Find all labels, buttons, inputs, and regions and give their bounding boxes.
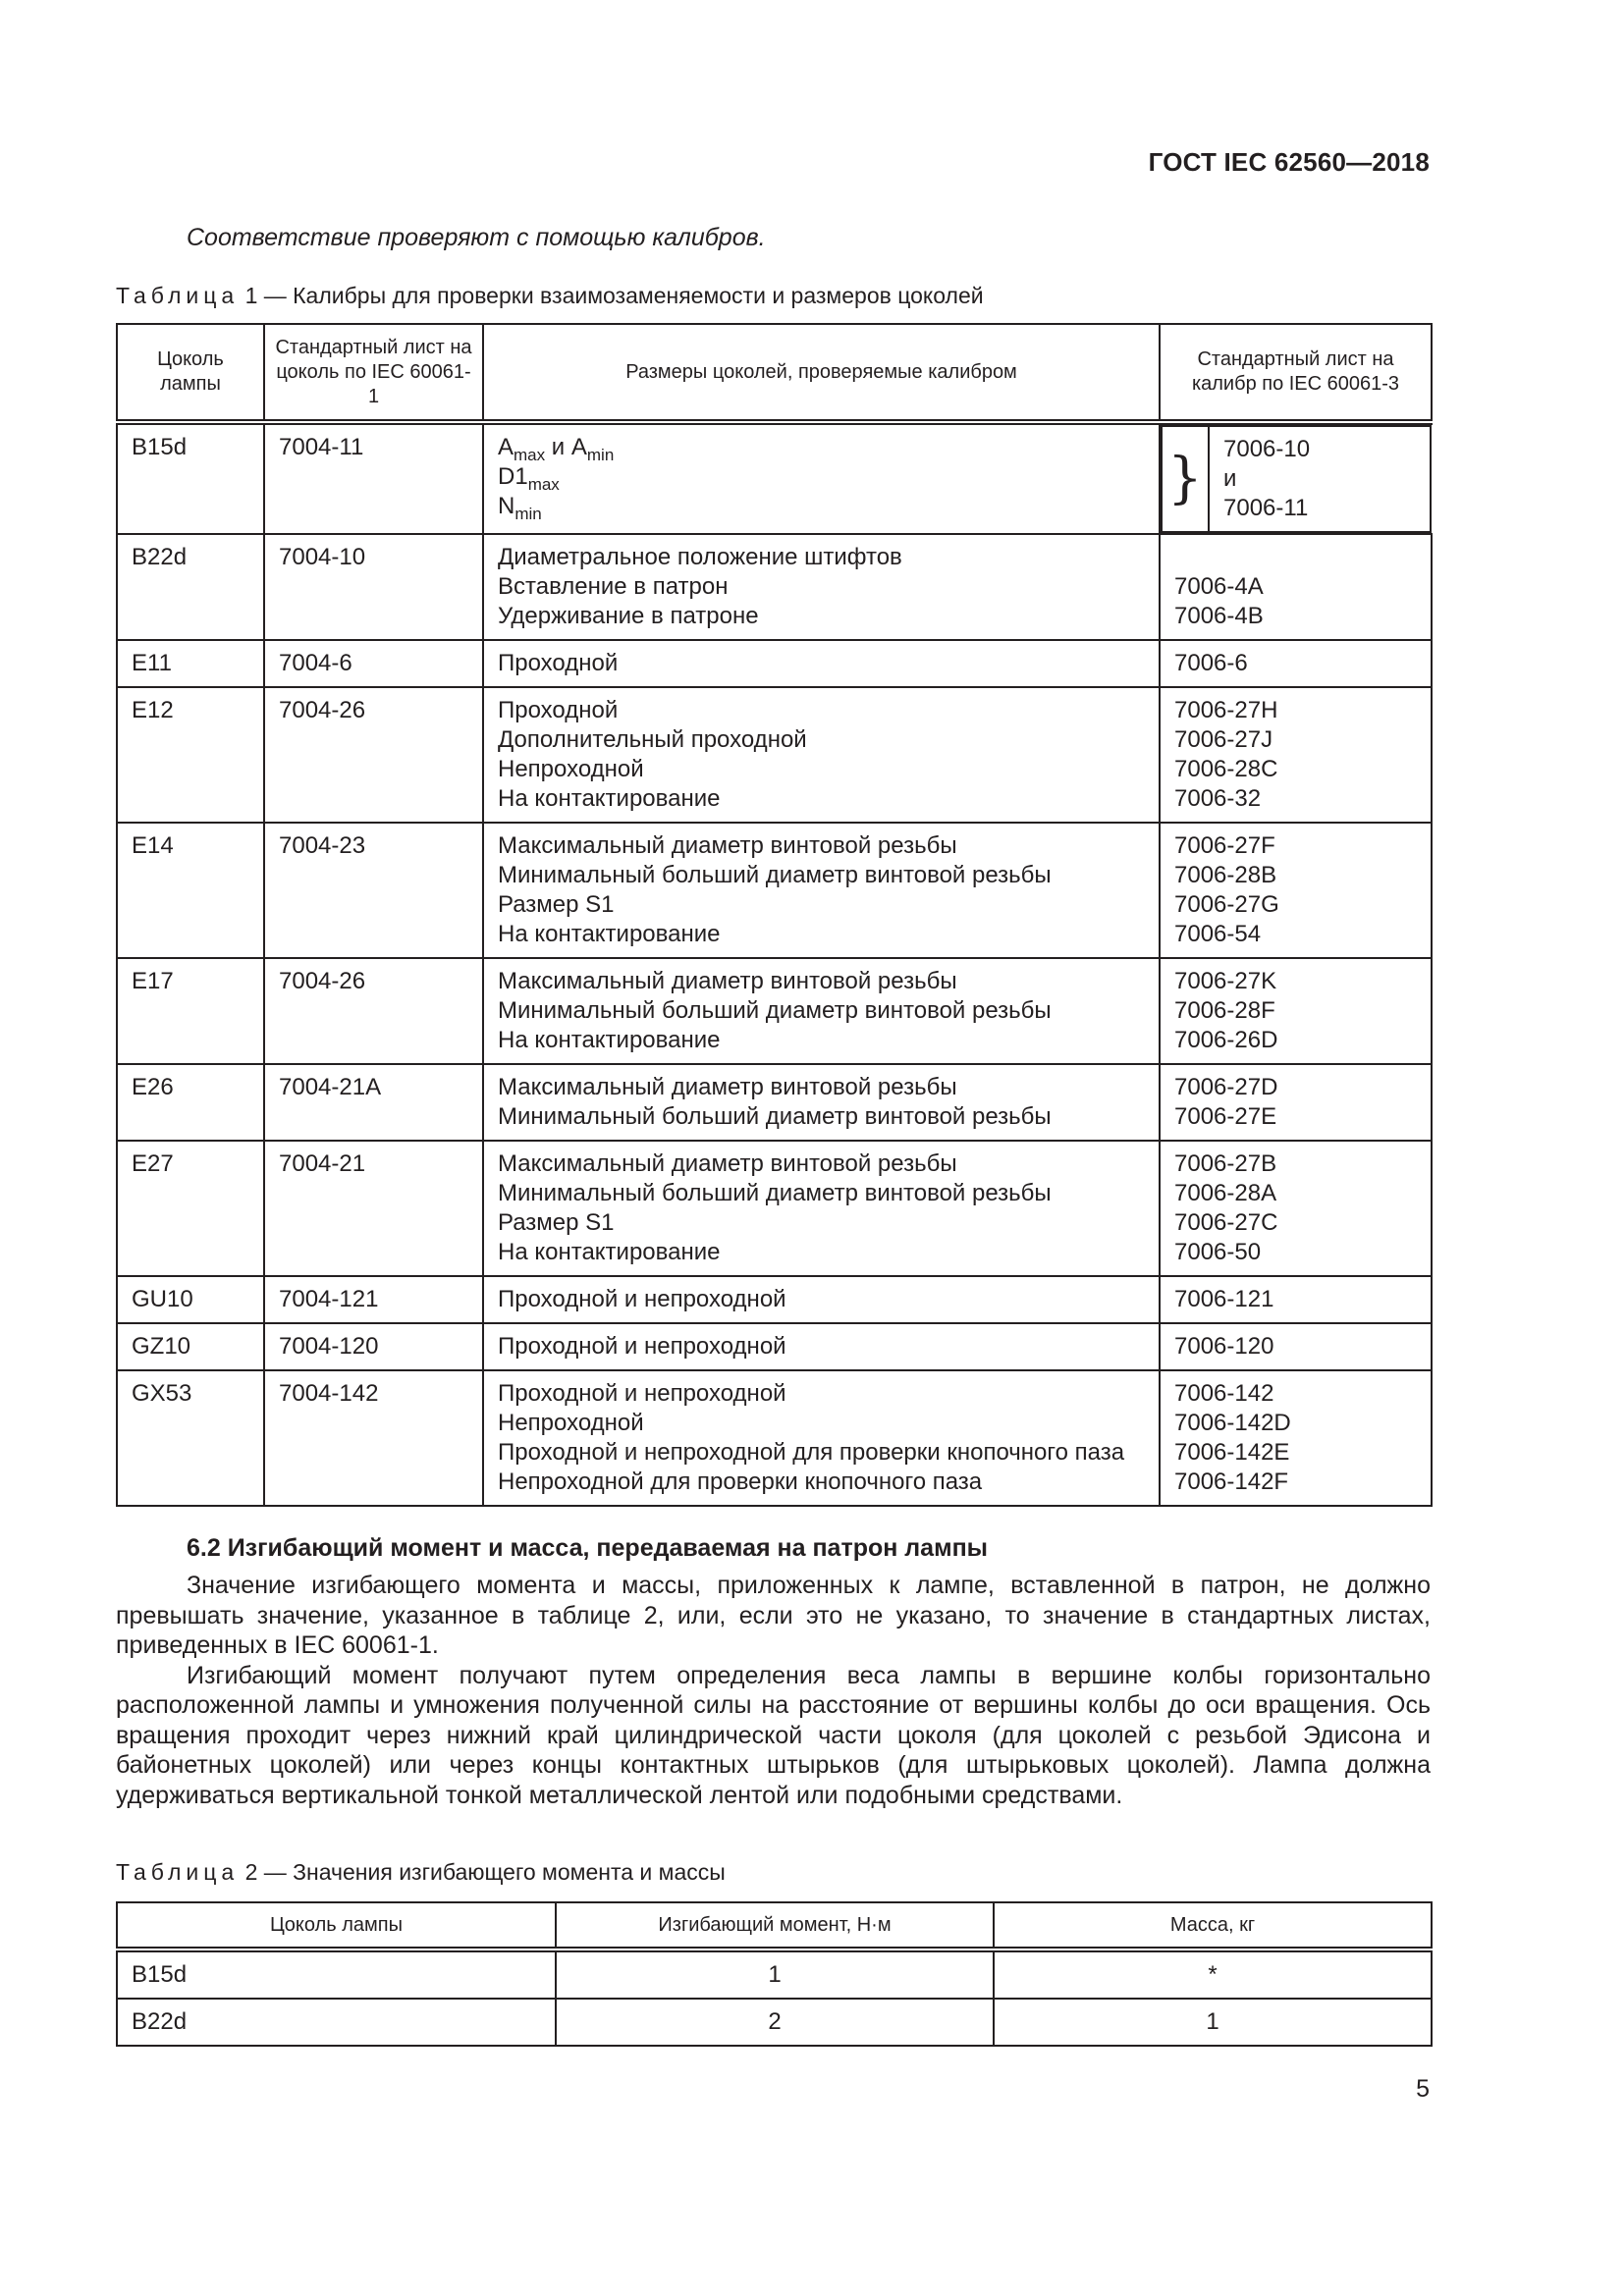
dim-line: Непроходной — [498, 756, 644, 782]
gauge-line: и — [1223, 465, 1237, 492]
table1-header-dimensions: Размеры цоколей, проверяемые калибром — [483, 324, 1160, 422]
dims-cell — [483, 640, 1160, 687]
table2-caption — [116, 1859, 726, 1886]
dim-line: Минимальный больший диаметр винтовой резьбы — [498, 1103, 1052, 1130]
cap-cell: E11 — [117, 640, 264, 687]
gauges-cell — [1160, 1276, 1432, 1323]
table-row — [117, 1064, 1432, 1141]
gauge-list — [1210, 427, 1324, 531]
dims-cell — [483, 534, 1160, 640]
paragraph-2: Изгибающий момент получают путем определения веса лампы в вершине колбы горизонтально расположенной лампы и умножения полученной силы на расстояние от вершины колбы до оси вращения. Ось вращения проходит через нижний край цилиндрической части цоколя (для цоколей с резьбой Эдисона и байонетных цоколей) или через концы контактных штырьков (для штырьковых цоколей). Лампа должна удерживаться вертикальной тонкой металлической лентой или подобными средствами. — [116, 1661, 1431, 1809]
table-row — [117, 534, 1432, 640]
table-row — [117, 640, 1432, 687]
dim-line: Проходной и непроходной — [498, 1380, 786, 1407]
sheet-cell: 7004-26 — [264, 687, 483, 823]
table2-header-moment: Изгибающий момент, Н·м — [556, 1902, 994, 1949]
dim-line: Проходной и непроходной — [498, 1286, 786, 1312]
gauges-cell — [1160, 823, 1432, 958]
dims-cell — [483, 1064, 1160, 1141]
gauge-line: 7006-28F — [1174, 997, 1275, 1024]
dims-cell — [483, 1323, 1160, 1370]
cap-cell: GZ10 — [117, 1323, 264, 1370]
dim-line: Размер S1 — [498, 1209, 615, 1236]
gauge-line: 7006-54 — [1174, 921, 1262, 947]
gauge-line: 7006-6 — [1174, 650, 1248, 676]
gauge-line: 7006-27D — [1174, 1074, 1278, 1100]
gauge-line: 7006-28B — [1174, 862, 1277, 888]
table-row — [117, 1949, 1432, 1999]
gauge-line: 7006-11 — [1223, 495, 1309, 521]
gauge-table — [116, 323, 1433, 1507]
gauge-line: 7006-142 — [1174, 1380, 1274, 1407]
table-row — [117, 1370, 1432, 1506]
gauge-line: 7006-27K — [1174, 968, 1277, 994]
gauge-line — [1174, 543, 1417, 572]
dims-cell — [483, 823, 1160, 958]
gauge-line: 7006-27H — [1174, 697, 1278, 723]
table2-header-row — [117, 1902, 1432, 1949]
table1-header-cap: Цоколь лампы — [117, 324, 264, 422]
sheet-cell: 7004-21A — [264, 1064, 483, 1141]
table-row — [117, 687, 1432, 823]
dim-line: На контактирование — [498, 921, 721, 947]
dims-cell — [483, 1370, 1160, 1506]
paragraph-1: Значение изгибающего момента и массы, приложенных к лампе, вставленной в патрон, не должно превышать значение, указанное в таблице 2, или, если это не указано, то значение в стандартных листах, приведенных в IEC 60061-1. — [116, 1572, 1431, 1659]
dim-line: На контактирование — [498, 1239, 721, 1265]
dim-line: На контактирование — [498, 785, 721, 812]
cap-cell: B15d — [117, 422, 264, 534]
gauge-line: 7006-142E — [1174, 1439, 1290, 1466]
dim-line: Максимальный диаметр винтовой резьбы — [498, 832, 957, 859]
moment-table — [116, 1901, 1433, 2047]
dim-line: На контактирование — [498, 1027, 721, 1053]
sheet-cell: 7004-120 — [264, 1323, 483, 1370]
sheet-cell: 7004-26 — [264, 958, 483, 1064]
cap-cell: E12 — [117, 687, 264, 823]
table-row — [117, 823, 1432, 958]
gauge-line: 7006-142D — [1174, 1410, 1291, 1436]
dims-cell — [483, 958, 1160, 1064]
gauge-line: 7006-121 — [1174, 1286, 1274, 1312]
dims-cell — [483, 1276, 1160, 1323]
gauge-line: 7006-120 — [1174, 1333, 1274, 1360]
table1-caption-title: 1 — Калибры для проверки взаимозаменяемости и размеров цоколей — [239, 283, 984, 308]
cap-cell: E17 — [117, 958, 264, 1064]
dim-line: Проходной и непроходной для проверки кнопочного паза — [498, 1439, 1125, 1466]
moment-cell: 1 — [556, 1949, 994, 1999]
table1-header-row — [117, 324, 1432, 422]
intro-text: Соответствие проверяют с помощью калибров. — [187, 224, 766, 251]
dim-line: Максимальный диаметр винтовой резьбы — [498, 1150, 957, 1177]
cap-cell: E27 — [117, 1141, 264, 1276]
gauges-cell — [1160, 958, 1432, 1064]
sheet-cell: 7004-11 — [264, 422, 483, 534]
dims-cell — [483, 1141, 1160, 1276]
cap-cell: GU10 — [117, 1276, 264, 1323]
gauge-line: 7006-27E — [1174, 1103, 1277, 1130]
dim-line: Минимальный больший диаметр винтовой резьбы — [498, 997, 1052, 1024]
dim-line: Проходной и непроходной — [498, 1333, 786, 1360]
gauge-line: 7006-27C — [1174, 1209, 1278, 1236]
gauge-line: 7006-28C — [1174, 756, 1278, 782]
table2-caption-title: 2 — Значения изгибающего момента и массы — [239, 1859, 726, 1885]
gauge-line: 7006-142F — [1174, 1468, 1289, 1495]
document-id: ГОСТ IEC 62560—2018 — [1148, 147, 1430, 177]
dim-line: Вставление в патрон — [498, 573, 729, 600]
dim-line: Непроходной — [498, 1410, 644, 1436]
sheet-cell: 7004-21 — [264, 1141, 483, 1276]
dim-n: $N_{min}$ — [498, 493, 542, 523]
gauge-line: 7006-27J — [1174, 726, 1273, 753]
dim-line: Непроходной для проверки кнопочного паза — [498, 1468, 983, 1495]
gauge-line: 7006-27B — [1174, 1150, 1277, 1177]
sheet-cell: 7004-121 — [264, 1276, 483, 1323]
brace-symbol: } — [1163, 427, 1210, 531]
dim-line: Размер S1 — [498, 891, 615, 918]
cap-cell: E14 — [117, 823, 264, 958]
dims-cell — [483, 687, 1160, 823]
gauge-line: 7006-4B — [1174, 603, 1264, 629]
gauge-line: 7006-32 — [1174, 785, 1262, 812]
dim-line: Максимальный диаметр винтовой резьбы — [498, 1074, 957, 1100]
page-number: 5 — [1416, 2075, 1430, 2103]
table2-caption-word: Таблица — [116, 1859, 240, 1885]
table1-caption — [116, 283, 984, 309]
gauges-cell — [1160, 1323, 1432, 1370]
gauges-cell — [1160, 534, 1432, 640]
moment-cell: 2 — [556, 1999, 994, 2046]
sheet-cell: 7004-10 — [264, 534, 483, 640]
table1-header-gauge-sheet: Стандартный лист на калибр по IEC 60061-3 — [1160, 324, 1432, 422]
gauge-line: 7006-28A — [1174, 1180, 1277, 1206]
gauges-cell — [1160, 1064, 1432, 1141]
table2-header-cap: Цоколь лампы — [117, 1902, 556, 1949]
table-row — [117, 1276, 1432, 1323]
dim-line: Максимальный диаметр винтовой резьбы — [498, 968, 957, 994]
gauges-cell — [1161, 425, 1432, 533]
gauge-line: 7006-4A — [1174, 573, 1264, 600]
cap-cell: B15d — [117, 1949, 556, 1999]
cap-cell: GX53 — [117, 1370, 264, 1506]
dim-line: Удерживание в патроне — [498, 603, 759, 629]
table2-header-mass: Масса, кг — [994, 1902, 1432, 1949]
table1-caption-word: Таблица — [116, 283, 240, 308]
cap-cell: B22d — [117, 1999, 556, 2046]
gauge-line: 7006-27F — [1174, 832, 1275, 859]
dims-cell — [483, 422, 1160, 534]
dim-line: Диаметральное положение штифтов — [498, 544, 902, 570]
table-row — [117, 422, 1432, 534]
gauge-line: 7006-27G — [1174, 891, 1279, 918]
section-title: 6.2 Изгибающий момент и масса, передаваемая на патрон лампы — [187, 1534, 989, 1562]
dim-a: $A_{max}$ и $A_{min}$ — [498, 434, 615, 464]
sheet-cell: 7004-142 — [264, 1370, 483, 1506]
table-row — [117, 1141, 1432, 1276]
dim-line: Дополнительный проходной — [498, 726, 807, 753]
gauge-line: 7006-26D — [1174, 1027, 1278, 1053]
dim-line: Проходной — [498, 650, 619, 676]
gauge-line: 7006-50 — [1174, 1239, 1262, 1265]
dim-d1: $D1_{max}$ — [498, 463, 560, 494]
table-row — [117, 1323, 1432, 1370]
gauges-cell — [1160, 687, 1432, 823]
gauges-cell — [1160, 1141, 1432, 1276]
cap-cell: E26 — [117, 1064, 264, 1141]
dim-line: Проходной — [498, 697, 619, 723]
section-body — [116, 1571, 1431, 1810]
dim-line: Минимальный больший диаметр винтовой резьбы — [498, 862, 1052, 888]
table-row — [117, 958, 1432, 1064]
dim-line: Минимальный больший диаметр винтовой резьбы — [498, 1180, 1052, 1206]
table1-header-cap-sheet: Стандартный лист на цоколь по IEC 60061-1 — [264, 324, 483, 422]
mass-cell: * — [994, 1949, 1432, 1999]
mass-cell: 1 — [994, 1999, 1432, 2046]
table-row — [117, 1999, 1432, 2046]
sheet-cell: 7004-23 — [264, 823, 483, 958]
gauges-cell — [1160, 1370, 1432, 1506]
cap-cell: B22d — [117, 534, 264, 640]
gauge-line: 7006-10 — [1223, 436, 1311, 462]
sheet-cell: 7004-6 — [264, 640, 483, 687]
gauges-cell — [1160, 640, 1432, 687]
